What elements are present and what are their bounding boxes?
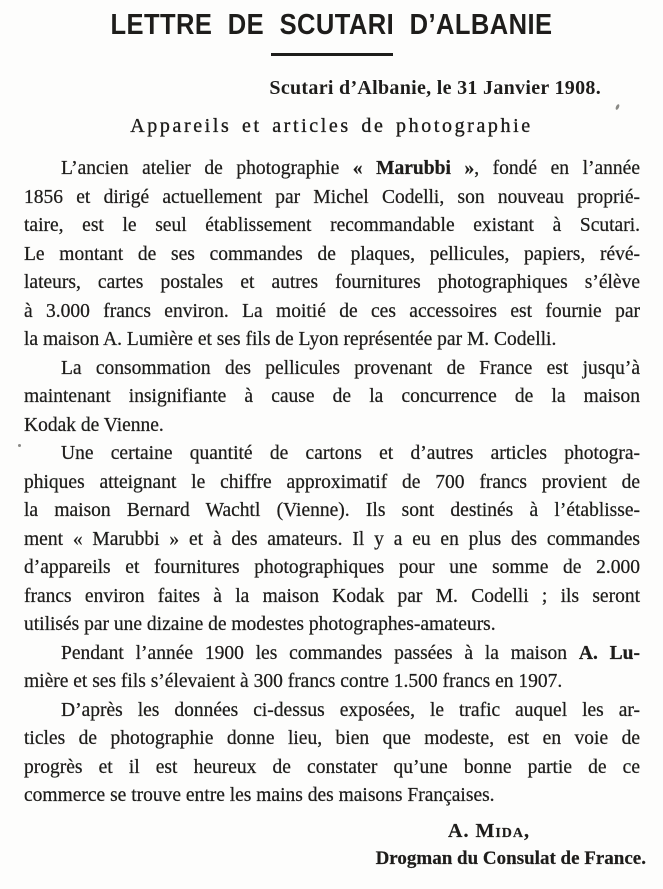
text-line (24, 611, 640, 640)
text-line (24, 155, 640, 184)
subject-heading: Appareils et articles de photographie (130, 115, 533, 137)
text-line (24, 412, 640, 441)
signature-role: Drogman du Consulat de France. (375, 847, 646, 869)
text-line (24, 725, 640, 754)
emphasized-text: A. Lu- (578, 642, 640, 664)
text-segment: L’ancien atelier de photographie (61, 158, 353, 179)
text-segment: Pendant l’année 1900 les commandes passées à la maison (61, 642, 579, 664)
emphasized-text: « Marubbi » (352, 158, 475, 179)
text-line (24, 497, 640, 526)
text-segment: Une certaine quantité de cartons et d’autres articles photogra- (61, 443, 640, 464)
scan-speck (18, 444, 21, 447)
text-segment: utilisés par une dizaine de modestes photographes-amateurs. (24, 614, 496, 635)
text-line (24, 526, 640, 555)
paragraph (24, 155, 640, 355)
text-line (24, 554, 640, 583)
signature-block (354, 818, 646, 872)
text-segment: La consommation des pellicules provenant de France est jusqu’à (61, 357, 640, 379)
text-line (24, 326, 640, 355)
text-segment: progrès et il est heureux de constater qu’une bonne partie de ce (24, 756, 640, 778)
text-line (24, 697, 640, 726)
text-segment: d’appareils et fournitures photographiques pour une somme de 2.000 (24, 557, 640, 578)
letter-title: LETTRE DE SCUTARI D’ALBANIE (110, 9, 553, 41)
text-segment: la maison A. Lumière et ses fils de Lyon représentée par M. Codelli. (24, 329, 557, 350)
text-segment: maintenant insignifiante à cause de la concurrence de la maison (24, 386, 640, 407)
text-line (24, 782, 640, 811)
paragraph (24, 440, 640, 640)
signature-name: A. Mida, (448, 819, 530, 842)
text-segment: ment « Marubbi » et à des amateurs. Il y a eu en plus des commandes (24, 528, 640, 550)
text-segment: Kodak de Vienne. (24, 414, 164, 436)
text-segment: la maison Bernard Wachtl (Vienne). Ils sont destinés à l’établisse- (24, 500, 640, 521)
text-segment: taire, est le seul établissement recommandable existant à Scutari. (24, 215, 640, 236)
text-line (24, 212, 640, 241)
title-divider-rule (271, 53, 393, 56)
text-line (24, 668, 640, 697)
text-segment: commerce se trouve entre les mains des maisons Françaises. (24, 785, 495, 806)
text-segment: ticles de photographie donne lieu, bien que modeste, est en voie de (24, 728, 640, 749)
text-line (24, 440, 640, 469)
text-segment: D’après les données ci-dessus exposées, le trafic auquel les ar- (61, 699, 640, 721)
text-segment: à 3.000 francs environ. La moitié de ces accessoires est fournie par (24, 300, 640, 322)
scan-speck (615, 104, 620, 111)
paragraph (24, 697, 640, 811)
text-line (24, 754, 640, 783)
text-line (24, 469, 640, 498)
text-line (24, 298, 640, 327)
text-segment: francs environ faites à la maison Kodak par M. Codelli ; ils seront (24, 585, 640, 607)
text-line (24, 640, 640, 669)
text-line (24, 583, 640, 612)
letter-body (24, 155, 640, 811)
text-line (24, 241, 640, 270)
text-segment: lateurs, cartes postales et autres fournitures photographiques s’élève (24, 272, 640, 293)
text-segment: phiques atteignant le chiffre approximatif de 700 francs provient de (24, 471, 640, 493)
text-segment: 1856 et dirigé actuellement par Michel Codelli, son nouveau proprié- (24, 186, 640, 208)
text-line (24, 184, 640, 213)
text-line (24, 355, 640, 384)
text-line (24, 269, 640, 298)
paragraph (24, 355, 640, 441)
text-line (24, 383, 640, 412)
text-segment: , fondé en l’année (474, 158, 640, 179)
text-segment: mière et ses fils s’élevaient à 300 francs contre 1.500 francs en 1907. (24, 671, 563, 692)
paragraph (24, 640, 640, 697)
dateline: Scutari d’Albanie, le 31 Janvier 1908. (269, 77, 601, 99)
text-segment: Le montant de ses commandes de plaques, pellicules, papiers, révé- (24, 243, 640, 265)
